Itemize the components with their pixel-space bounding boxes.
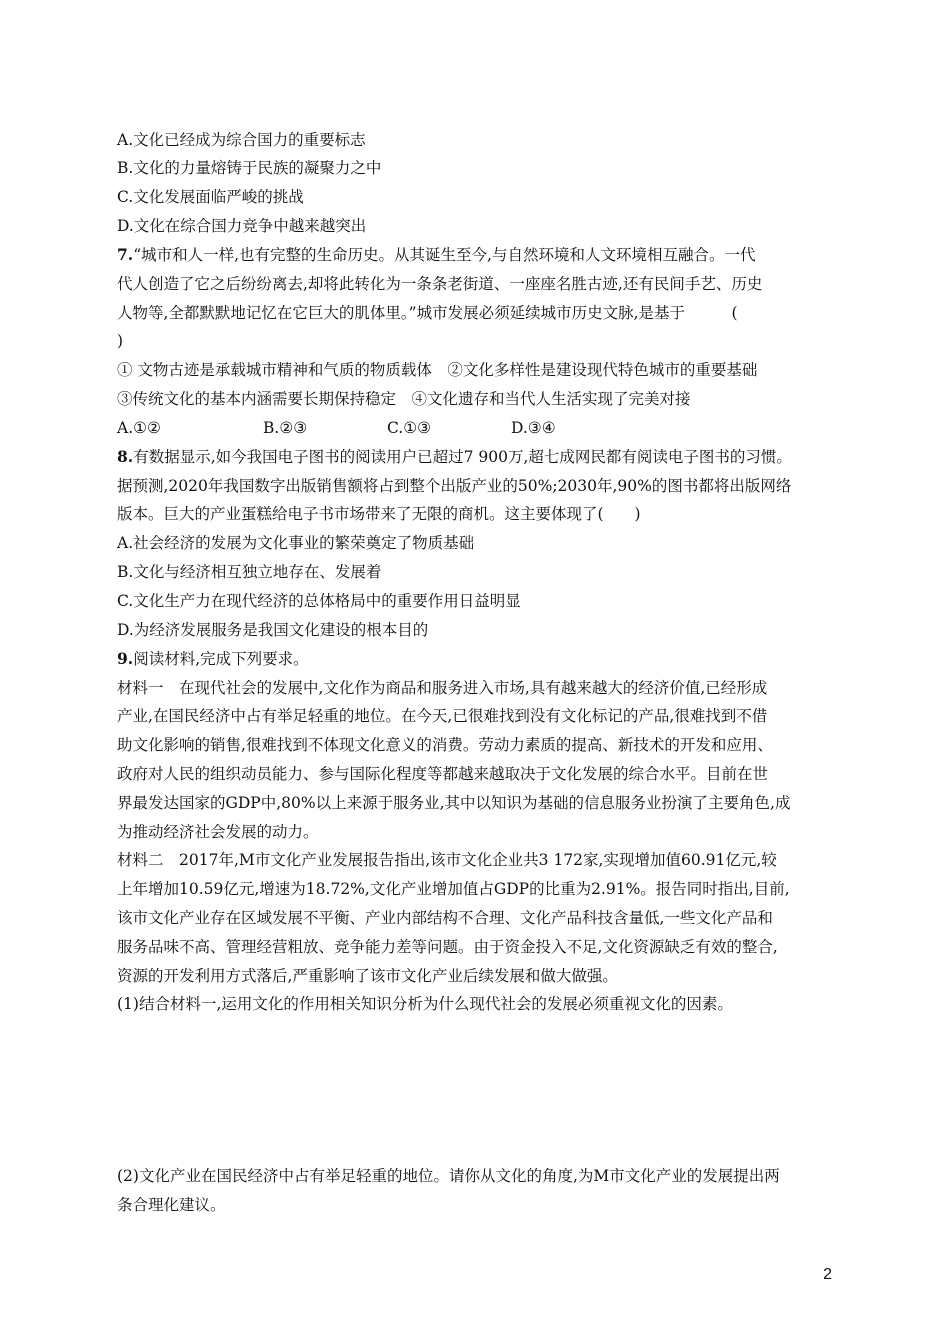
q7-stem-line-4: ) — [117, 332, 124, 350]
q8-option-a: A.社会经济的发展为文化事业的繁荣奠定了物质基础 — [117, 534, 475, 552]
q9-material1-line-1: 材料一 在现代社会的发展中,文化作为商品和服务进入市场,具有越来越大的经济价值,已经形成 — [117, 679, 768, 697]
q9-subquestion-2-line-2: 条合理化建议。 — [117, 1196, 226, 1214]
q8-option-c: C.文化生产力在现代经济的总体格局中的重要作用日益明显 — [117, 592, 521, 610]
q8-option-b: B.文化与经济相互独立地存在、发展着 — [117, 563, 382, 581]
q8-stem-text: 有数据显示,如今我国电子图书的阅读用户已超过7 900万,超七成网民都有阅读电子图书的习惯。 — [133, 448, 792, 466]
q6-option-b: B.文化的力量熔铸于民族的凝聚力之中 — [117, 159, 382, 177]
q6-option-c: C.文化发展面临严峻的挑战 — [117, 188, 304, 206]
q6-option-d: D.文化在综合国力竞争中越来越突出 — [117, 217, 367, 235]
q9-number: 9. — [117, 649, 134, 668]
q7-choice-d: D.③④ — [511, 419, 556, 437]
q7-statement-1: ① 文物古迹是承载城市精神和气质的物质载体 ②文化多样性是建设现代特色城市的重要基础 — [117, 361, 758, 379]
q8-option-d: D.为经济发展服务是我国文化建设的根本目的 — [117, 621, 429, 639]
q7-choice-c: C.①③ — [387, 419, 432, 437]
q8-stem-line-1 — [117, 447, 792, 467]
q6-option-a: A.文化已经成为综合国力的重要标志 — [117, 131, 366, 149]
q7-number: 7. — [117, 245, 134, 264]
q9-material1-line-3: 助文化影响的销售,很难找到不体现文化意义的消费。劳动力素质的提高、新技术的开发和应用、 — [117, 736, 773, 754]
q7-choice-a: A.①② — [117, 419, 161, 437]
q7-stem-line-1 — [117, 245, 755, 265]
q9-material2-line-1: 材料二 2017年,M市文化产业发展报告指出,该市文化企业共3 172家,实现增加值60.91亿元,较 — [117, 851, 777, 869]
q8-stem-line-2: 据预测,2020年我国数字出版销售额将占到整个出版产业的50%;2030年,90%的图书都将出版网络 — [117, 477, 792, 495]
q9-stem — [117, 649, 309, 669]
q7-stem-text: “城市和人一样,也有完整的生命历史。从其诞生至今,与自然环境和人文环境相互融合。一代 — [133, 246, 756, 264]
q9-stem-text: 阅读材料,完成下列要求。 — [133, 650, 309, 668]
q9-material1-line-4: 政府对人民的组织动员能力、参与国际化程度等都越来越取决于文化发展的综合水平。目前在世 — [117, 765, 769, 783]
q7-statement-2: ③传统文化的基本内涵需要长期保持稳定 ④文化遗存和当代人生活实现了完美对接 — [117, 390, 691, 408]
q7-stem-line-2: 代人创造了它之后纷纷离去,却将此转化为一条条老街道、一座座名胜古迹,还有民间手艺、历史 — [117, 275, 763, 293]
q9-material1-line-2: 产业,在国民经济中占有举足轻重的地位。在今天,已很难找到没有文化标记的产品,很难找到不借 — [117, 707, 768, 725]
q9-material2-line-5: 资源的开发利用方式落后,严重影响了该市文化产业后续发展和做大做强。 — [117, 967, 618, 985]
q9-material1-line-6: 为推动经济社会发展的动力。 — [117, 823, 319, 841]
q9-subquestion-2-line-1: (2)文化产业在国民经济中占有举足轻重的地位。请你从文化的角度,为M市文化产业的发展提出两 — [117, 1167, 780, 1185]
q9-material2-line-2: 上年增加10.59亿元,增速为18.72%,文化产业增加值占GDP的比重为2.91%。报告同时指出,目前, — [117, 880, 790, 898]
q9-subquestion-1: (1)结合材料一,运用文化的作用相关知识分析为什么现代社会的发展必须重视文化的因素。 — [117, 995, 733, 1013]
q9-material2-line-4: 服务品味不高、管理经营粗放、竞争能力差等问题。由于资金投入不足,文化资源缺乏有效的整合, — [117, 938, 778, 956]
q9-material2-line-3: 该市文化产业存在区域发展不平衡、产业内部结构不合理、文化产品科技含量低,一些文化产品和 — [117, 909, 773, 927]
q9-material1-line-5: 界最发达国家的GDP中,80%以上来源于服务业,其中以知识为基础的信息服务业扮演了主要角色,成 — [117, 794, 791, 812]
q8-number: 8. — [117, 447, 134, 466]
page-number: 2 — [823, 1266, 832, 1283]
q7-choices — [117, 418, 556, 438]
q8-stem-line-3: 版本。巨大的产业蛋糕给电子书市场带来了无限的商机。这主要体现了( ) — [117, 505, 641, 523]
q7-choice-b: B.②③ — [263, 419, 308, 437]
q7-stem-line-3: 人物等,全都默默地记忆在它巨大的肌体里。”城市发展必须延续城市历史文脉,是基于 ( — [117, 304, 738, 322]
